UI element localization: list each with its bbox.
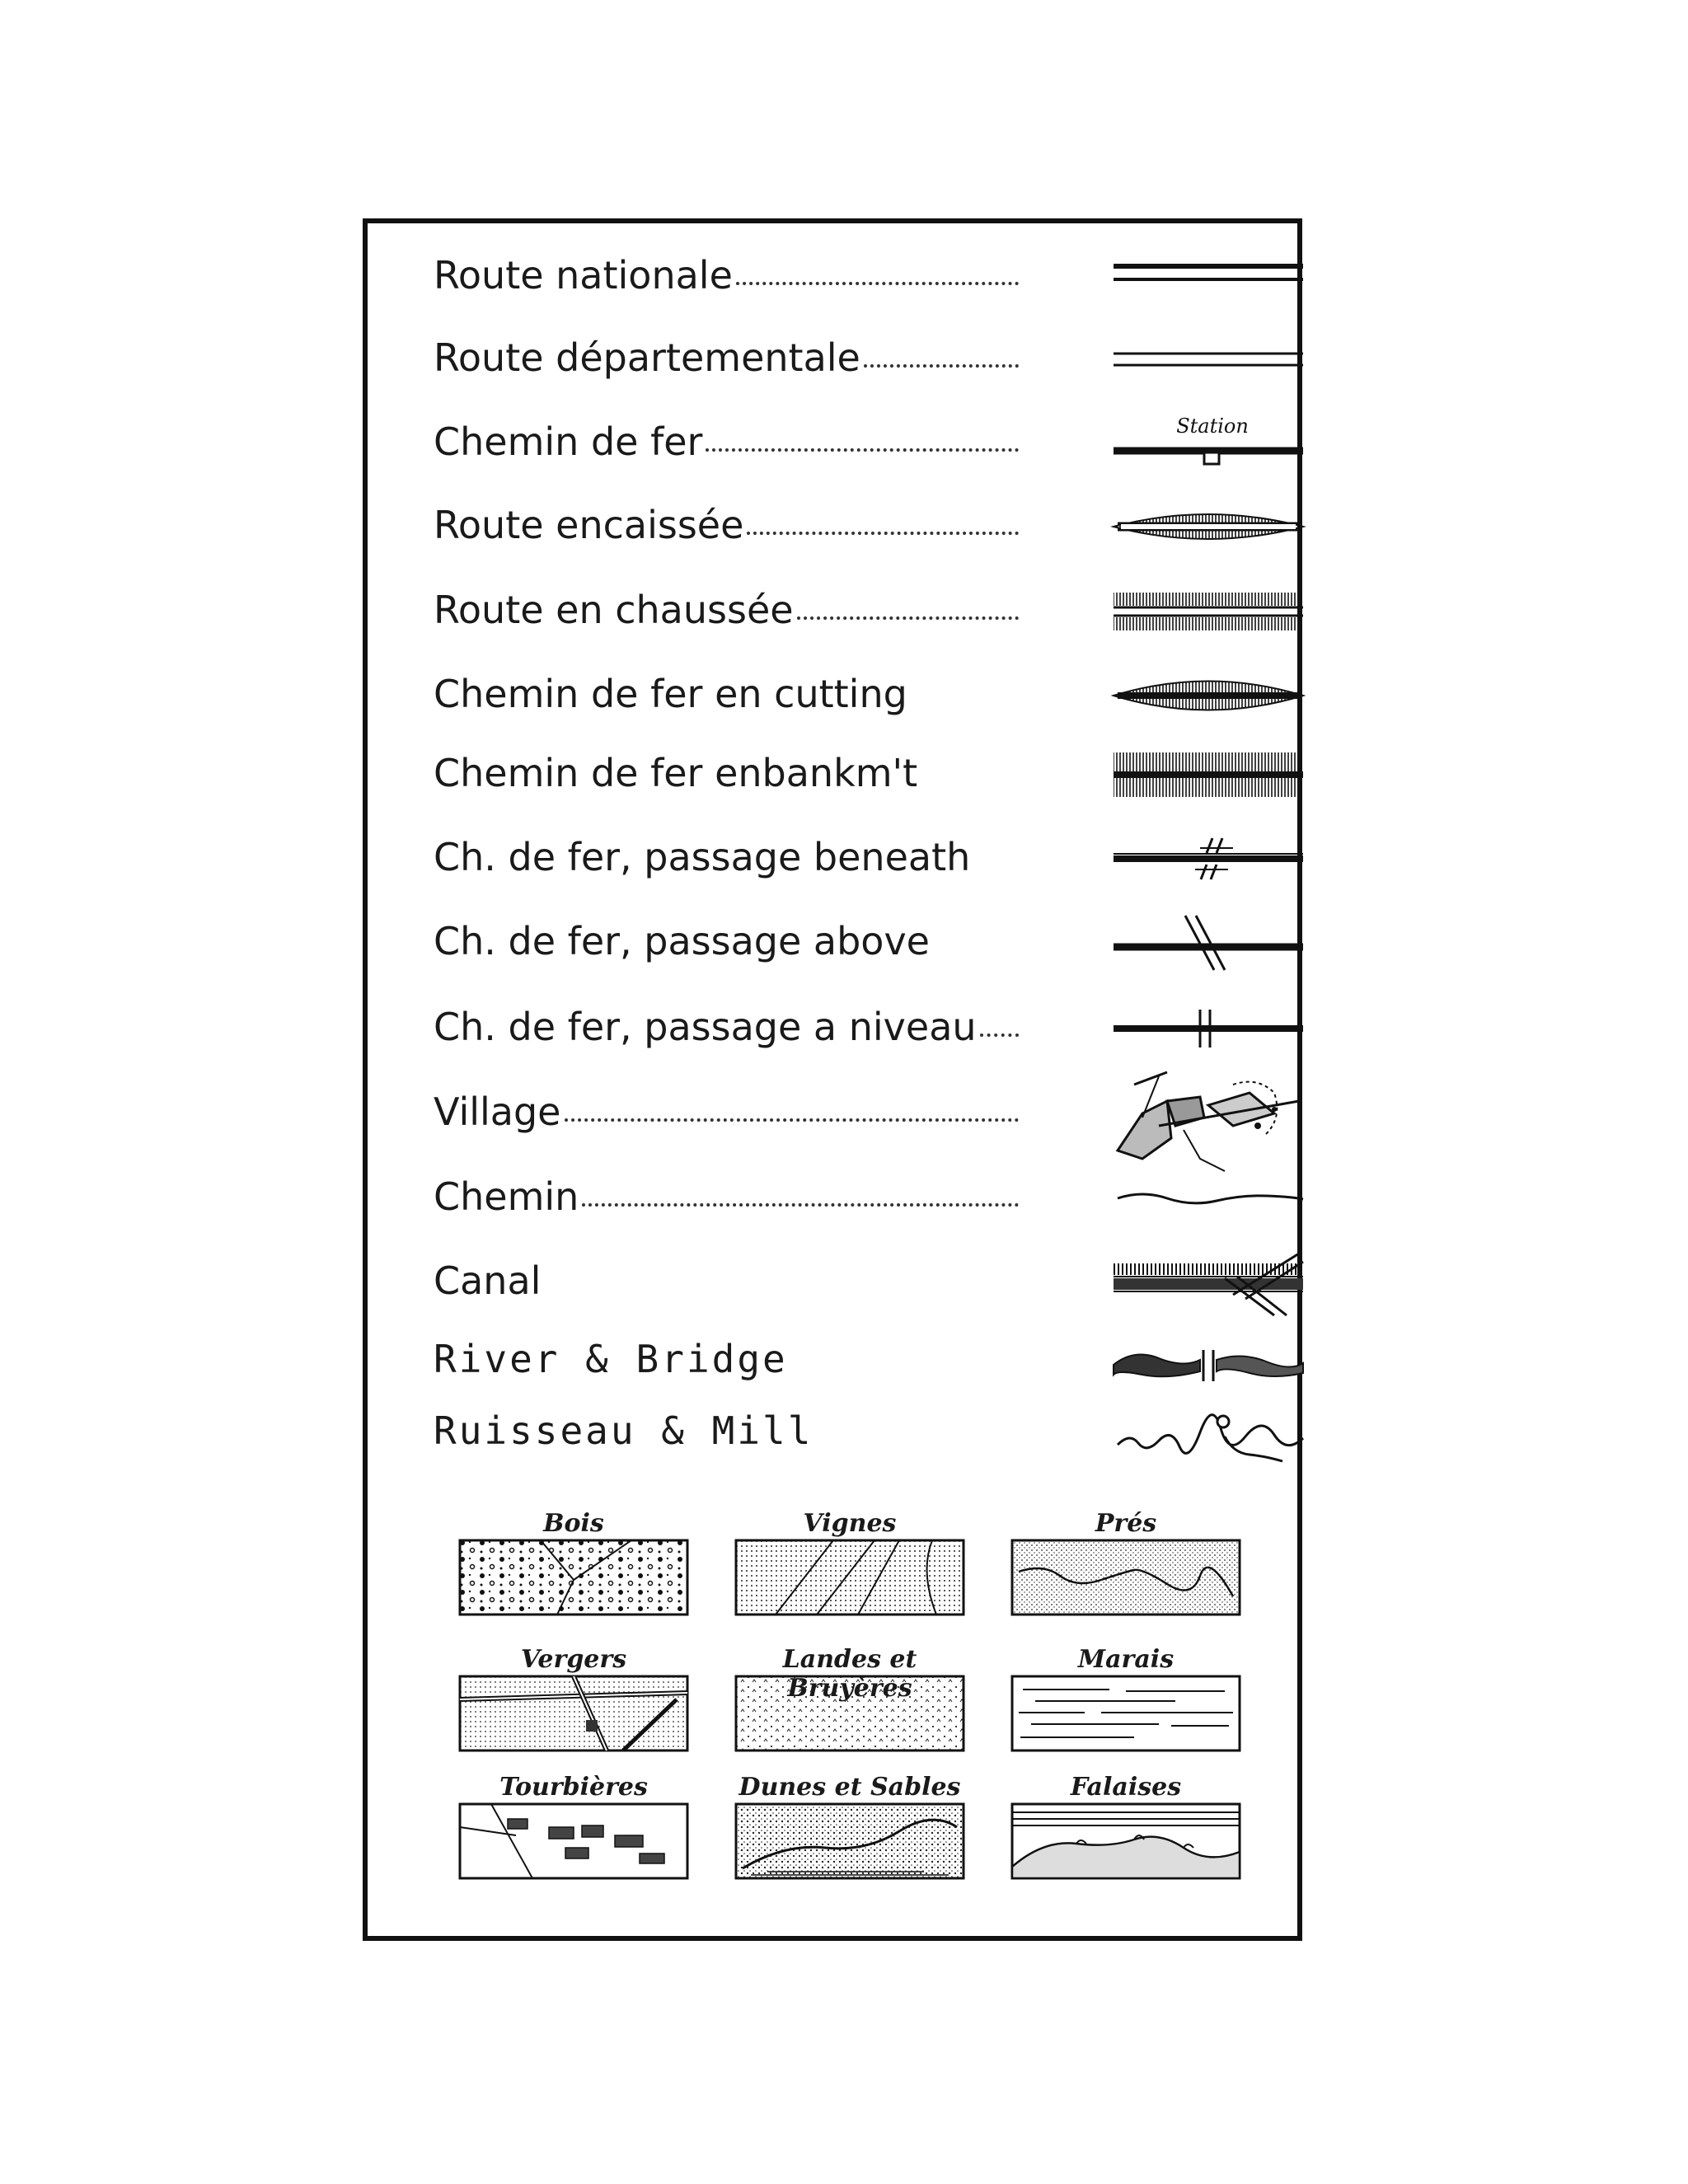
swatch-label: Vignes (803, 1509, 897, 1538)
route-departementale-symbol (1109, 330, 1307, 388)
dunes-pattern (734, 1802, 965, 1880)
swatch-landes (734, 1645, 965, 1752)
sunken-road-symbol (1109, 498, 1307, 555)
legend-label: River & Bridge (434, 1337, 788, 1381)
heath-pattern (734, 1675, 965, 1752)
level-crossing-symbol (1109, 1000, 1307, 1057)
swatch-bois (458, 1509, 689, 1616)
legend-label: Canal (434, 1258, 542, 1303)
swatch-falaises (1010, 1773, 1241, 1880)
railway-symbol (1109, 415, 1307, 472)
rail-passage-beneath-symbol (1109, 830, 1307, 888)
legend-label: Ch. de fer, passage a niveau (434, 1005, 977, 1049)
legend-label: Chemin de fer en cutting (434, 672, 907, 716)
raised-road-symbol (1109, 583, 1307, 640)
swatch-label: Prés (1095, 1509, 1157, 1538)
stream-mill-symbol (1109, 1404, 1307, 1478)
legend-row-rail-embankment (434, 746, 1291, 804)
legend-row-chemin (434, 1169, 1291, 1227)
legend-label: Route départementale (434, 335, 860, 380)
swatch-label: Marais (1077, 1645, 1175, 1674)
legend-row-level-crossing (434, 1000, 1291, 1057)
legend-row-route-nationale (434, 248, 1291, 306)
legend-label: Ch. de fer, passage above (434, 919, 930, 963)
swatch-dunes (734, 1773, 965, 1880)
station-label: Station (1176, 415, 1249, 438)
swatch-pres (1010, 1509, 1241, 1616)
legend-row-route-en-chaussee (434, 583, 1291, 640)
legend-row-rail-cutting (434, 667, 1291, 724)
legend-label: Ch. de fer, passage beneath (434, 835, 971, 879)
legend-label: Ruisseau & Mill (434, 1408, 814, 1453)
railway-cutting-symbol (1109, 667, 1307, 724)
legend-label: Village (434, 1090, 561, 1134)
legend-label: Route nationale (434, 253, 733, 298)
swatch-tourbieres (458, 1773, 689, 1880)
river-bridge-symbol (1109, 1332, 1307, 1390)
legend-row-river-bridge (434, 1332, 1291, 1390)
canal-symbol (1109, 1245, 1307, 1319)
map-legend (363, 218, 1302, 1941)
peat-bog-pattern (458, 1802, 689, 1880)
village-symbol (1109, 1068, 1307, 1175)
legend-row-route-encaissee (434, 498, 1291, 555)
railway-embankment-symbol (1109, 746, 1307, 804)
legend-label: Chemin de fer (434, 419, 703, 464)
rail-passage-above-symbol (1109, 914, 1307, 972)
path-symbol (1109, 1169, 1307, 1227)
cliffs-pattern (1010, 1802, 1241, 1880)
legend-row-passage-beneath (434, 830, 1291, 888)
swatch-label: Falaises (1070, 1773, 1182, 1802)
legend-row-chemin-de-fer (434, 415, 1291, 472)
legend-label: Route encaissée (434, 503, 744, 547)
woods-pattern (458, 1539, 689, 1616)
legend-row-route-departementale (434, 330, 1291, 388)
swatch-label: Tourbières (499, 1773, 648, 1802)
swatch-marais (1010, 1645, 1241, 1752)
vineyard-pattern (734, 1539, 965, 1616)
marsh-pattern (1010, 1675, 1241, 1752)
legend-label: Route en chaussée (434, 588, 794, 632)
swatch-label: Vergers (520, 1645, 627, 1674)
swatch-vignes (734, 1509, 965, 1616)
route-nationale-symbol (1109, 248, 1307, 306)
meadow-pattern (1010, 1539, 1241, 1616)
orchard-pattern (458, 1675, 689, 1752)
legend-row-stream-mill (434, 1404, 1291, 1478)
swatch-label: Bois (543, 1509, 604, 1538)
legend-label: Chemin (434, 1174, 579, 1219)
legend-row-canal (434, 1254, 1291, 1328)
legend-row-passage-above (434, 914, 1291, 972)
swatch-label: Dunes et Sables (738, 1773, 961, 1802)
legend-label: Chemin de fer enbankm't (434, 751, 918, 795)
swatch-label: Landes et (782, 1645, 917, 1674)
swatch-vergers (458, 1645, 689, 1752)
